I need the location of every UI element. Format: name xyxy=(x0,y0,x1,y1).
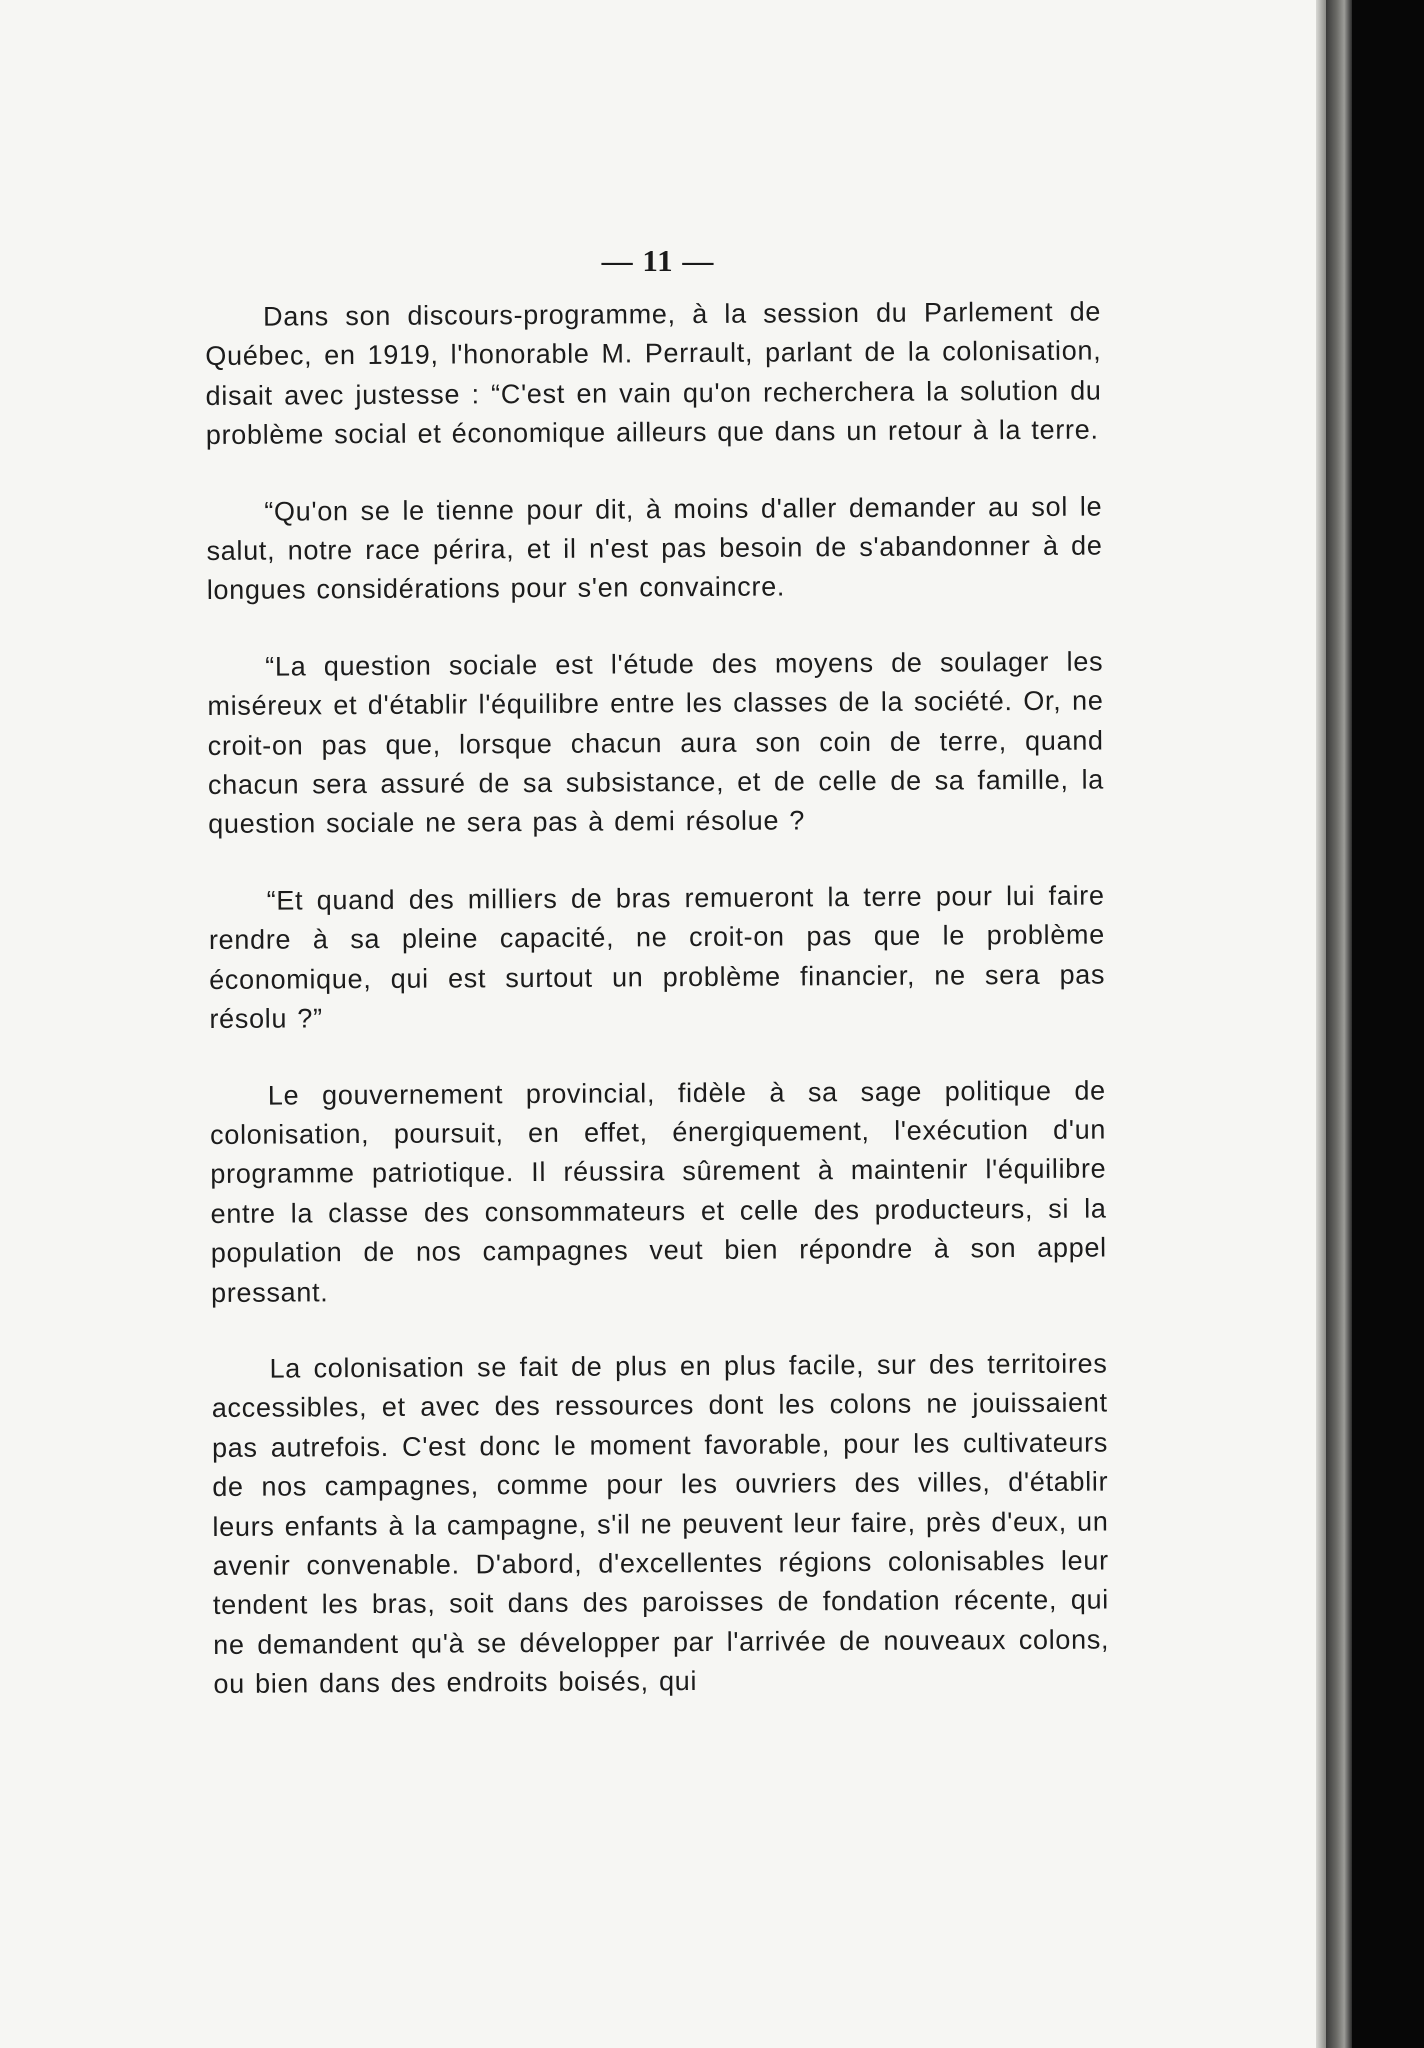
page-number: — 11 — xyxy=(601,243,715,278)
paragraph-3: “La question sociale est l'étude des moyens de soulager les miséreux et d'établir l'équilibre entre les classes de la société. Or, ne croit-on pas que, lorsque chacun aura son coin de terre, quand chacun sera assuré de sa subsistance, et de celle de sa famille, la question sociale ne sera pas à demi résolue ? xyxy=(207,646,1105,840)
paragraph-2: “Qu'on se le tienne pour dit, à moins d'aller demander au sol le salut, notre race périra, et il n'est pas besoin de s'abandonner à de longues considérations pour s'en convaincre. xyxy=(206,491,1103,606)
page-edge xyxy=(1316,0,1326,2048)
book-spine xyxy=(1326,0,1352,2048)
paragraph-1: Dans son discours-programme, à la session du Parlement de Québec, en 1919, l'honorable M. Perrault, parlant de la colonisation, disait avec justesse : “C'est en vain qu'on recherchera la solution du problème social et économique ailleurs que dans un retour à la terre. xyxy=(205,296,1102,451)
scan-background xyxy=(1352,0,1424,2048)
body-text xyxy=(205,293,1110,1705)
paragraph-4: “Et quand des milliers de bras remueront la terre pour lui faire rendre à sa pleine capacité, ne croit-on pas que le problème économique, qui est surtout un problème financier, ne sera pas résolu ?” xyxy=(208,880,1106,1035)
paragraph-5: Le gouvernement provincial, fidèle à sa sage politique de colonisation, poursuit, en effet, énergiquement, l'exécution d'un programme patriotique. Il réussira sûrement à maintenir l'équilibre entre la classe des consommateurs et celle des producteurs, si la population de nos campagnes veut bien répondre à son appel pressant. xyxy=(210,1075,1107,1308)
paragraph-6: La colonisation se fait de plus en plus facile, sur des territoires accessibles, et avec des ressources dont les colons ne jouissaient pas autrefois. C'est donc le moment favorable, pour les cultivateurs de nos campagnes, comme pour les ouvriers des villes, d'établir leurs enfants à la campagne, s'il ne peuvent leur faire, près d'eux, un avenir convenable. D'abord, d'excellentes régions colonisables leur tendent les bras, soit dans des paroisses de fondation récente, qui ne demandent qu'à se développer par l'arrivée de nouveaux colons, ou bien dans des endroits boisés, qui xyxy=(211,1348,1110,1700)
